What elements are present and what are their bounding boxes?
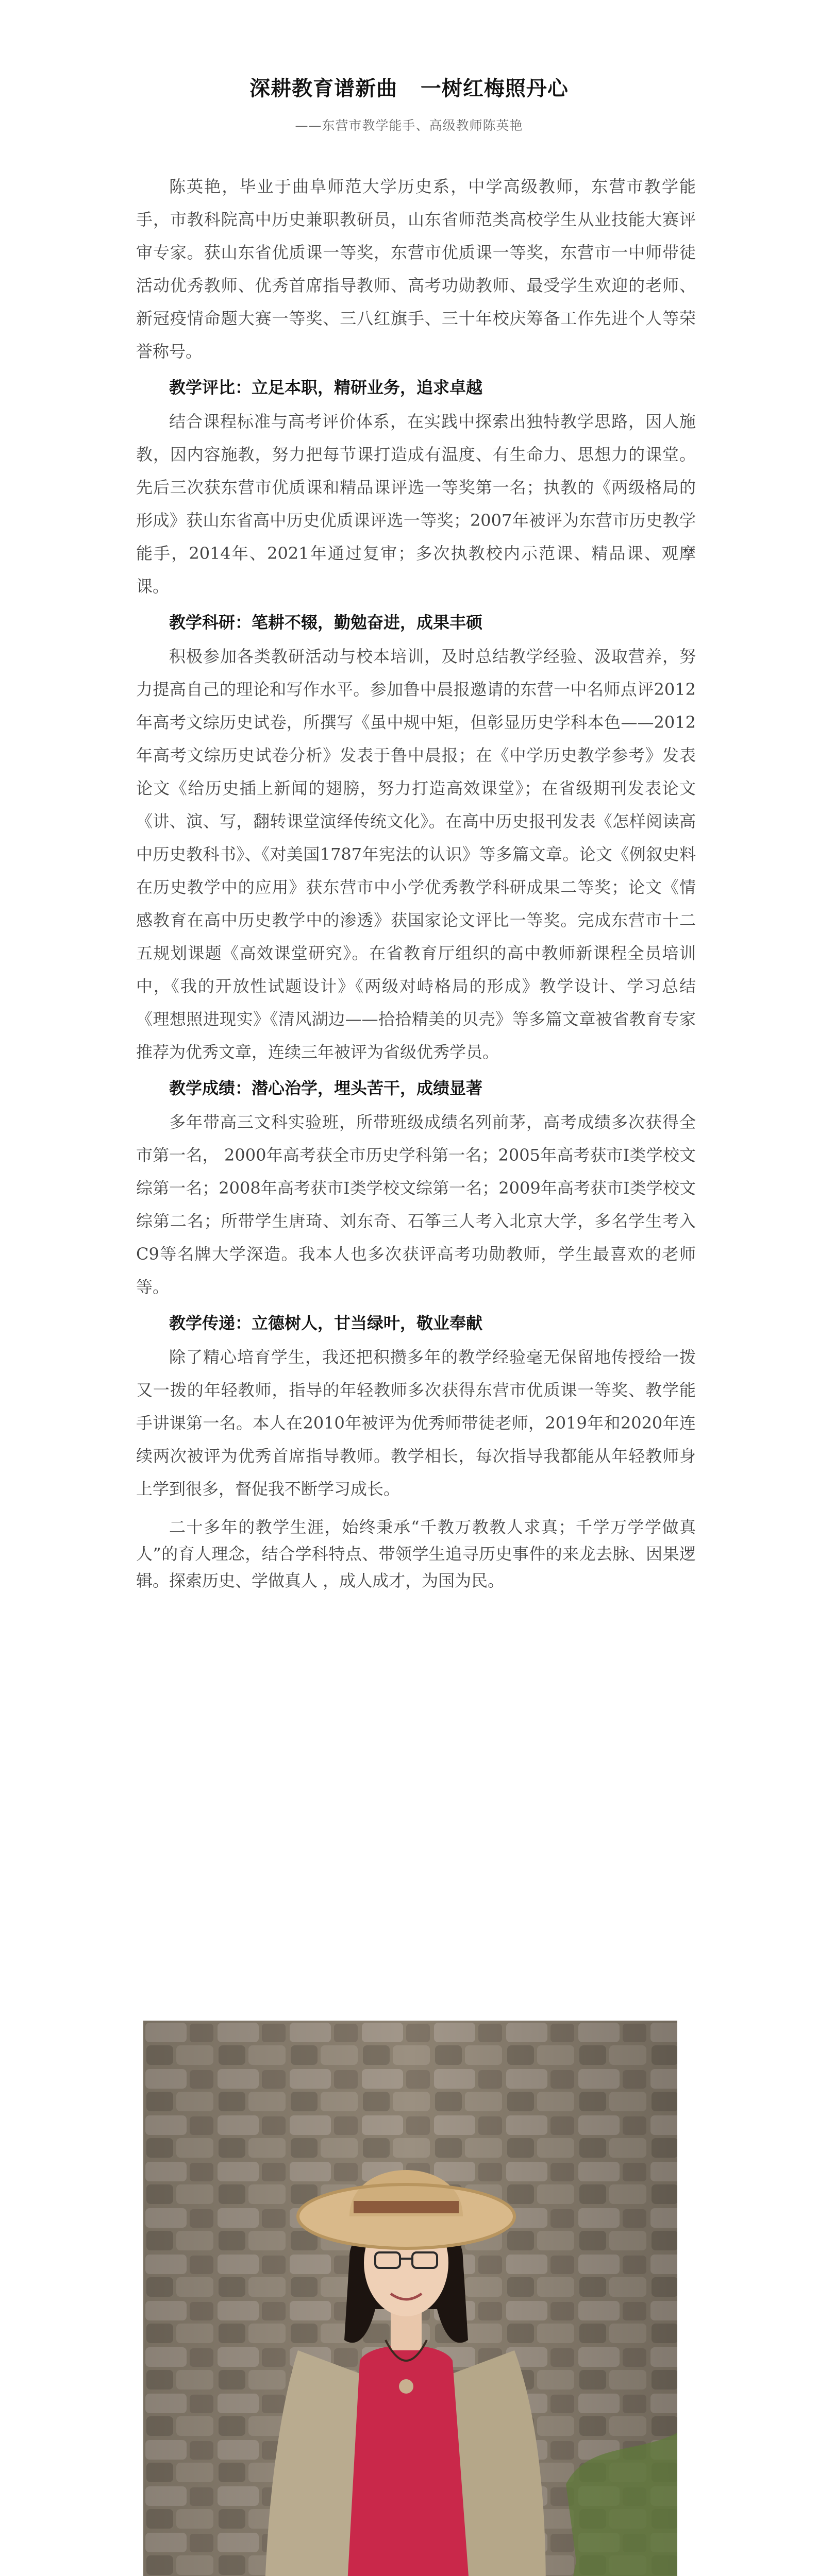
closing-paragraph: 二十多年的教学生涯，始终秉承“千教万教教人求真；千学万学学做真人”的育人理念，结合学科特点、带领学生追寻历史事件的来龙去脉、因果逻辑。探索历史、学做真人 ，成人成才，为国为民。 — [136, 1517, 696, 1590]
section-heading-mentoring: 教学传递：立德树人，甘当绿叶，敬业奉献 — [169, 1313, 483, 1333]
teacher-photo-illustration — [143, 2021, 677, 2576]
intro-paragraph: 陈英艳，毕业于曲阜师范大学历史系，中学高级教师，东营市教学能手，市教科院高中历史兼职教研员，山东省师范类高校学生从业技能大赛评审专家。获山东省优质课一等奖，东营市优质课一等奖，东营市一中师带徒活动优秀教师、优秀首席指导教师、高考功勋教师、最受学生欢迎的老师、新冠疫情命题大赛一等奖、三八红旗手、三十年校庆筹备工作先进个人等荣誉称号。 — [136, 177, 696, 361]
page-subtitle: ——东营市教学能手、高级教师陈英艳 — [295, 118, 523, 133]
teacher-photo — [143, 2021, 677, 2576]
pendant — [399, 2379, 413, 2394]
section-heading-achievements: 教学成绩：潜心治学，埋头苦干，成绩显著 — [169, 1078, 483, 1098]
page-title: 深耕教育谱新曲 一树红梅照丹心 — [249, 77, 569, 100]
section-body-evaluation: 结合课程标准与高考评价体系，在实践中探索出独特教学思路，因人施教，因内容施教，努力把每节课打造成有温度、有生命力、思想力的课堂。先后三次获东营市优质课和精品课评选一等奖第一名；执教的《两级格局的形成》获山东省高中历史优质课评选一等奖；2007年被评为东营市历史教学能手，2014年、2021年通过复审；多次执教校内示范课、精品课、观摩课。 — [136, 412, 696, 596]
article-body — [136, 170, 696, 1594]
section-heading-research: 教学科研：笔耕不辍，勤勉奋进，成果丰硕 — [169, 613, 483, 632]
section-body-achievements: 多年带高三文科实验班，所带班级成绩名列前茅，高考成绩多次获得全市第一名， 2000年高考获全市历史学科第一名；2005年高考获市Ⅰ类学校文综第一名；2008年高考获市Ⅰ类学校文综第一名；2009年高考获市Ⅰ类学校文综第二名；所带学生唐琦、刘东奇、石筝三人考入北京大学，多名学生考入C9等名牌大学深造。我本人也多次获评高考功勋教师，学生最喜欢的老师等。 — [136, 1112, 696, 1297]
section-heading-evaluation: 教学评比：立足本职，精研业务，追求卓越 — [169, 378, 483, 397]
section-body-mentoring: 除了精心培育学生，我还把积攒多年的教学经验毫无保留地传授给一拨又一拨的年轻教师，指导的年轻教师多次获得东营市优质课一等奖、教学能手讲课第一名。本人在2010年被评为优秀师带徒老师，2019年和2020年连续两次被评为优秀首席指导教师。教学相长，每次指导我都能从年轻教师身上学到很多，督促我不断学习成长。 — [136, 1347, 696, 1499]
section-body-research: 积极参加各类教研活动与校本培训，及时总结教学经验、汲取营养，努力提高自己的理论和写作水平。参加鲁中晨报邀请的东营一中名师点评2012年高考文综历史试卷，所撰写《虽中规中矩，但彰显历史学科本色——2012年高考文综历史试卷分析》发表于鲁中晨报；在《中学历史教学参考》发表论文《给历史插上新闻的翅膀，努力打造高效课堂》；在省级期刊发表论文《讲、演、写，翻转课堂演绎传统文化》。在高中历史报刊发表《怎样阅读高中历史教科书》、《对美国1787年宪法的认识》等多篇文章。论文《例叙史料在历史教学中的应用》获东营市中小学优秀教学科研成果二等奖；论文《情感教育在高中历史教学中的渗透》获国家论文评比一等奖。完成东营市十二五规划课题《高效课堂研究》。在省教育厅组织的高中教师新课程全员培训中，《我的开放性试题设计》《两级对峙格局的形成》教学设计、学习总结《理想照进现实》《清风湖边——拾拾精美的贝壳》等多篇文章被省教育专家推荐为优秀文章，连续三年被评为省级优秀学员。 — [136, 647, 696, 1062]
